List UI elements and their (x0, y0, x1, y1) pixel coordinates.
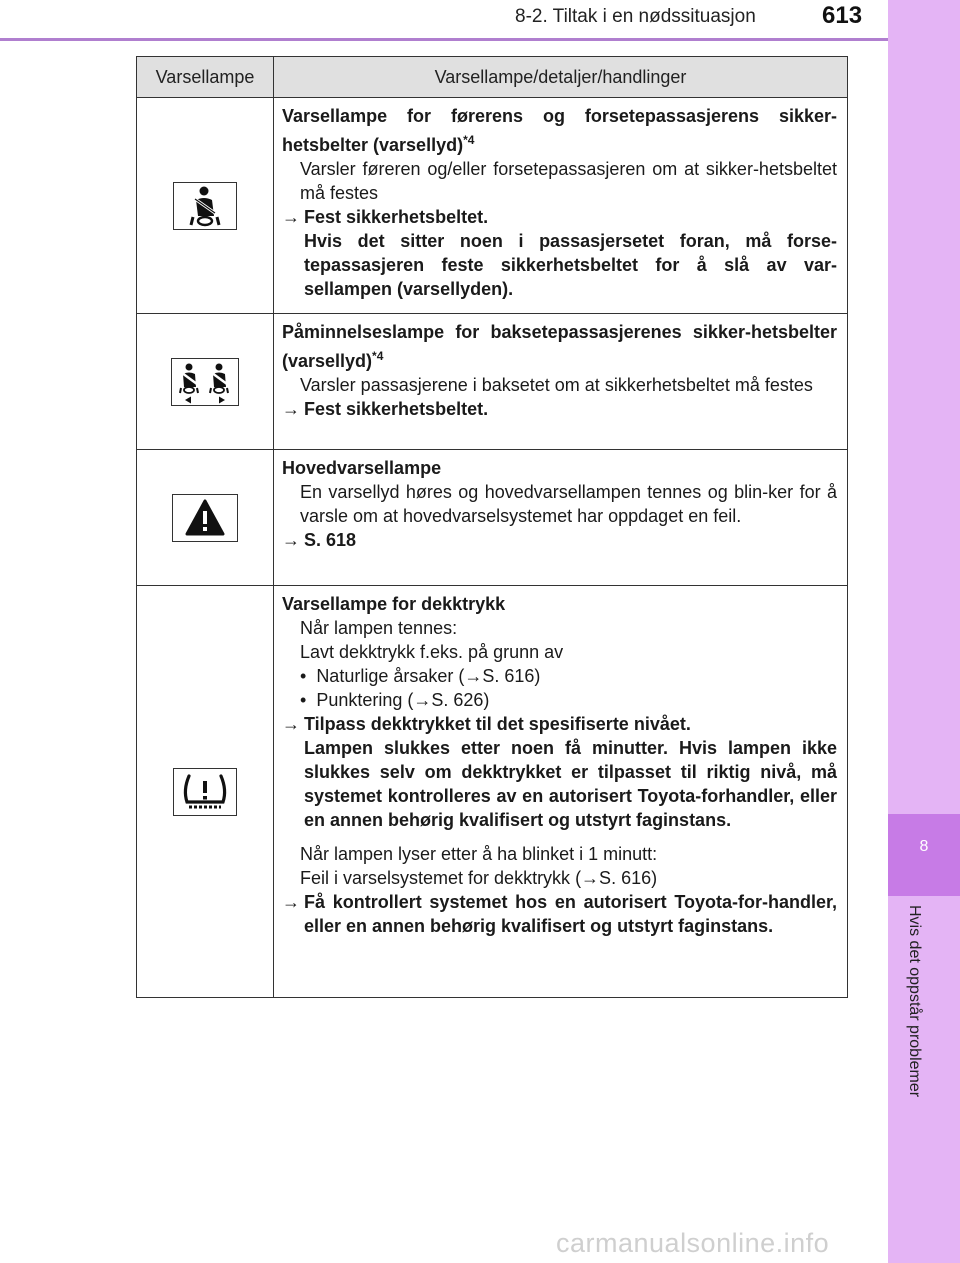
action-item: → Fest sikkerhetsbeltet. Hvis det sitter noen i passasjersetet foran, må forse-tepassasjeren feste sikkerhetsbeltet for å slå av var-sellampen (varsellyden). (282, 207, 837, 299)
warning-lamp-table (136, 56, 848, 998)
master-warning-icon (172, 494, 238, 542)
icon-cell (137, 314, 274, 450)
icon-cell (137, 450, 274, 586)
page-header (0, 0, 888, 40)
lamp-description: Lavt dekktrykk f.eks. på grunn av (300, 642, 564, 662)
watermark: carmanualsonline.info (556, 1228, 830, 1258)
chapter-title: Hvis det oppstår problemer (906, 905, 923, 1098)
icon-cell (137, 586, 274, 998)
action-item: → S. 618 (282, 530, 357, 550)
table-row (137, 450, 848, 586)
list-item: • Punktering (→S. 626) (300, 690, 490, 710)
lamp-description: Når lampen tennes: (300, 618, 458, 638)
arrow-icon: → (282, 892, 300, 912)
footnote-marker: *4 (372, 349, 384, 363)
page-number: 613 (822, 2, 863, 29)
lamp-description: Når lampen lyser etter å ha blinket i 1 minutt: (300, 844, 658, 864)
description-cell (274, 98, 848, 314)
table-row (137, 98, 848, 314)
header-divider (0, 38, 888, 41)
table-row (137, 314, 848, 450)
arrow-icon: → (282, 207, 300, 227)
arrow-icon: → (282, 399, 300, 419)
tire-pressure-warning-icon (173, 768, 237, 816)
column-header-details: Varsellampe/detaljer/handlinger (274, 57, 848, 98)
arrow-icon: → (282, 714, 300, 734)
lamp-title: Varsellampe for dekktrykk (282, 594, 506, 614)
action-item: → Fest sikkerhetsbeltet. (282, 399, 489, 419)
arrow-icon: → (282, 530, 300, 550)
section-title: 8-2. Tiltak i en nødssituasjon (515, 6, 756, 27)
lamp-description: Varsler passasjerene i baksetet om at sikkerhetsbeltet må festes (300, 375, 813, 395)
chapter-tab (888, 0, 960, 1263)
lamp-description: Varsler føreren og/eller forsetepassasjeren om at sikker-hetsbeltet må festes (300, 159, 837, 203)
column-header-lamp: Varsellampe (137, 57, 274, 98)
lamp-title: Hovedvarsellampe (282, 458, 442, 478)
table-header-row (137, 57, 848, 98)
lamp-description: Feil i varselsystemet for dekktrykk (→S. 616) (300, 868, 658, 888)
description-cell (274, 314, 848, 450)
description-cell (274, 450, 848, 586)
description-cell (274, 586, 848, 998)
lamp-description: En varsellyd høres og hovedvarsellampen tennes og blin-ker for å varsle om at hovedvarselsystemet har oppdaget en feil. (300, 482, 837, 526)
action-item: → Få kontrollert systemet hos en autorisert Toyota-for-handler, eller en annen behørig kvalifisert og utstyrt faginstans. (282, 892, 837, 936)
chapter-number: 8 (919, 838, 929, 855)
list-item: • Naturlige årsaker (→S. 616) (300, 666, 541, 686)
rear-seatbelt-reminder-icon (171, 358, 239, 406)
lamp-title: Varsellampe for førerens og forsetepassasjerens sikker-hetsbelter (varsellyd)$^{*4}$ (282, 106, 837, 155)
lamp-title: Påminnelseslampe for baksetepassasjerenes sikker-hetsbelter (varsellyd)$^{*4}$ (282, 322, 837, 371)
seatbelt-warning-icon (173, 182, 237, 230)
table-row (137, 586, 848, 998)
icon-cell (137, 98, 274, 314)
footnote-marker: *4 (463, 133, 475, 147)
action-item: → Tilpass dekktrykket til det spesifiserte nivået. Lampen slukkes etter noen få minutter. Hvis lampen ikke slukkes selv om dekktrykket er tilpasset til riktig nivå, må systemet kontrolleres av en autorisert Toyota-forhandler, eller en annen behørig kvalifisert og utstyrt faginstans. (282, 714, 837, 830)
